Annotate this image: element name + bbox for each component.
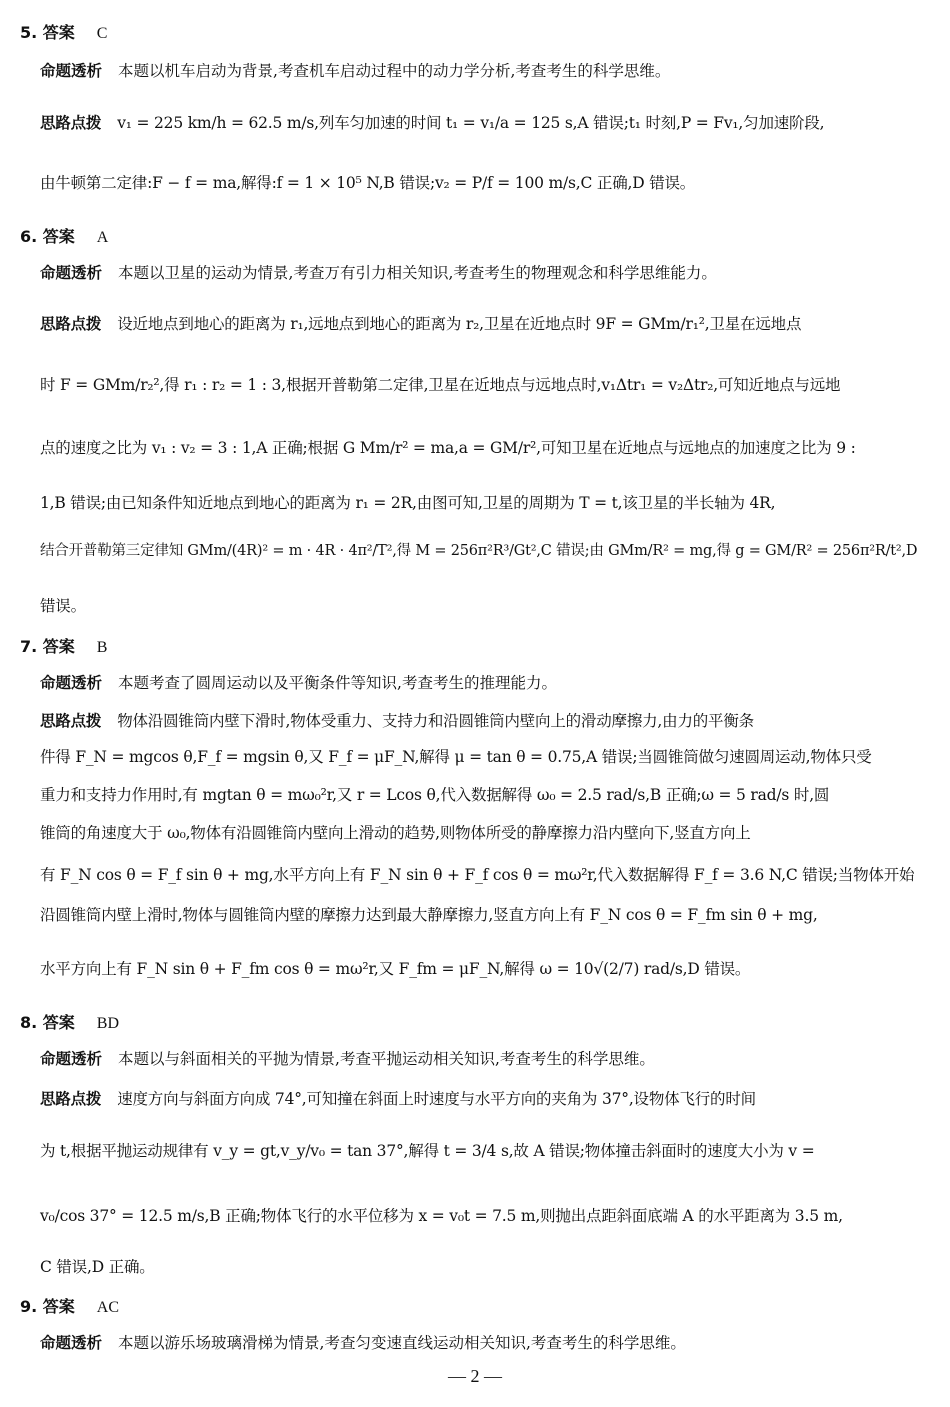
q9-answer: AC [96,1299,120,1316]
q8-analysis-text: 本题以与斜面相关的平抛为情景,考查平抛运动相关知识,考查考生的科学思维。 [118,1050,655,1068]
q6-header [20,224,108,247]
q7-hint-line-4: 锥筒的角速度大于 ω₀,物体有沿圆锥筒内壁向上滑动的趋势,则物体所受的静摩擦力沿内壁向下,竖直方向上 [40,824,751,842]
q8-hint-text-1: 速度方向与斜面方向成 74°,可知撞在斜面上时速度与水平方向的夹角为 37°,设物体飞行的时间 [117,1090,756,1108]
q5-analysis [40,60,928,82]
q9-number: 9. 答案 [20,1297,75,1316]
q5-hint-text-1: v₁ = 225 km/h = 62.5 m/s,列车匀加速的时间 t₁ = v₁/a = 125 s,A 错误;t₁ 时刻,P = Fv₁,匀加速阶段, [117,114,825,132]
q6-analysis-label: 命题透析 [40,264,103,282]
q6-hint-line-2: 时 F = GMm/r₂²,得 r₁ : r₂ = 1 : 3,根据开普勒第二定律,卫星在近地点与远地点时,v₁Δtr₁ = v₂Δtr₂,可知近地点与远地 [40,376,841,394]
q7-hint-line-6: 沿圆锥筒内壁上滑时,物体与圆锥筒内壁的摩擦力达到最大静摩擦力,竖直方向上有 F_N cos θ = F_fm sin θ + mg, [40,906,818,924]
q6-hint-line-5: 结合开普勒第三定律知 GMm/(4R)² = m · 4R · 4π²/T²,得 M = 256π²R³/Gt²,C 错误;由 GMm/R² = mg,得 g = GM/R² = 256π²R/t²,D [40,543,918,559]
q8-number: 8. 答案 [20,1013,75,1032]
q7-hint-text-1: 物体沿圆锥筒内壁下滑时,物体受重力、支持力和沿圆锥筒内壁向上的滑动摩擦力,由力的平衡条 [117,712,754,730]
q8-hint-line-1 [40,1088,928,1110]
q7-hint-line-5: 有 F_N cos θ = F_f sin θ + mg,水平方向上有 F_N sin θ + F_f cos θ = mω²r,代入数据解得 F_f = 3.6 N,C 错误;当物体开始 [40,866,915,884]
q9-analysis-text: 本题以游乐场玻璃滑梯为情景,考查匀变速直线运动相关知识,考查考生的科学思维。 [118,1334,686,1352]
q5-hint-line-2: 由牛顿第二定律:F − f = ma,解得:f = 1 × 10⁵ N,B 错误;v₂ = P/f = 100 m/s,C 正确,D 错误。 [40,174,696,192]
q7-answer: B [96,639,108,656]
q5-header [20,20,107,43]
q8-hint-line-4: C 错误,D 正确。 [40,1258,155,1276]
q7-hint-label: 思路点拨 [40,712,102,730]
q5-answer: C [96,25,108,42]
q9-header [20,1294,119,1317]
q5-analysis-text: 本题以机车启动为背景,考查机车启动过程中的动力学分析,考查考生的科学思维。 [118,62,671,80]
q8-header [20,1010,119,1033]
q6-number: 6. 答案 [20,227,75,246]
q7-hint-line-3: 重力和支持力作用时,有 mgtan θ = mω₀²r,又 r = Lcos θ,代入数据解得 ω₀ = 2.5 rad/s,B 正确;ω = 5 rad/s 时,圆 [40,786,830,804]
q8-analysis-label: 命题透析 [40,1050,103,1068]
q8-answer: BD [96,1015,120,1032]
q6-analysis-text: 本题以卫星的运动为情景,考查万有引力相关知识,考查考生的物理观念和科学思维能力。 [118,264,717,282]
q5-hint-label: 思路点拨 [40,114,102,132]
q6-hint-label: 思路点拨 [40,315,102,333]
q7-hint-line-1 [40,710,928,732]
q9-analysis [40,1332,928,1354]
q9-analysis-label: 命题透析 [40,1334,103,1352]
q6-answer: A [96,229,109,246]
q8-hint-line-2: 为 t,根据平抛运动规律有 v_y = gt,v_y/v₀ = tan 37°,解得 t = 3/4 s,故 A 错误;物体撞击斜面时的速度大小为 v = [40,1142,815,1160]
q6-hint-text-1: 设近地点到地心的距离为 r₁,远地点到地心的距离为 r₂,卫星在近地点时 9F = GMm/r₁²,卫星在远地点 [117,315,802,333]
q7-hint-line-7: 水平方向上有 F_N sin θ + F_fm cos θ = mω²r,又 F_fm = μF_N,解得 ω = 10√(2/7) rad/s,D 错误。 [40,960,751,978]
q7-hint-line-2: 件得 F_N = mgcos θ,F_f = mgsin θ,又 F_f = μF_N,解得 μ = tan θ = 0.75,A 错误;当圆锥筒做匀速圆周运动,物体只受 [40,748,872,766]
q5-hint-line-1 [40,112,928,134]
q7-analysis-label: 命题透析 [40,674,103,692]
q8-hint-line-3: v₀/cos 37° = 12.5 m/s,B 正确;物体飞行的水平位移为 x = v₀t = 7.5 m,则抛出点距斜面底端 A 的水平距离为 3.5 m, [40,1207,843,1225]
page-number: — 2 — [448,1366,502,1386]
q5-number: 5. 答案 [20,23,75,42]
q5-analysis-label: 命题透析 [40,62,103,80]
q6-hint-line-4: 1,B 错误;由已知条件知近地点到地心的距离为 r₁ = 2R,由图可知,卫星的周期为 T = t,该卫星的半长轴为 4R, [40,494,776,512]
q7-analysis [40,672,928,694]
q6-analysis [40,262,928,284]
q6-hint-line-3: 点的速度之比为 v₁ : v₂ = 3 : 1,A 正确;根据 G Mm/r² = ma,a = GM/r²,可知卫星在近地点与远地点的加速度之比为 9 : [40,439,856,457]
q7-number: 7. 答案 [20,637,75,656]
q6-hint-line-6: 错误。 [40,597,86,615]
q8-hint-label: 思路点拨 [40,1090,102,1108]
q6-hint-line-1 [40,313,928,335]
q7-analysis-text: 本题考查了圆周运动以及平衡条件等知识,考查考生的推理能力。 [118,674,557,692]
q8-analysis [40,1048,928,1070]
q7-header [20,634,107,657]
